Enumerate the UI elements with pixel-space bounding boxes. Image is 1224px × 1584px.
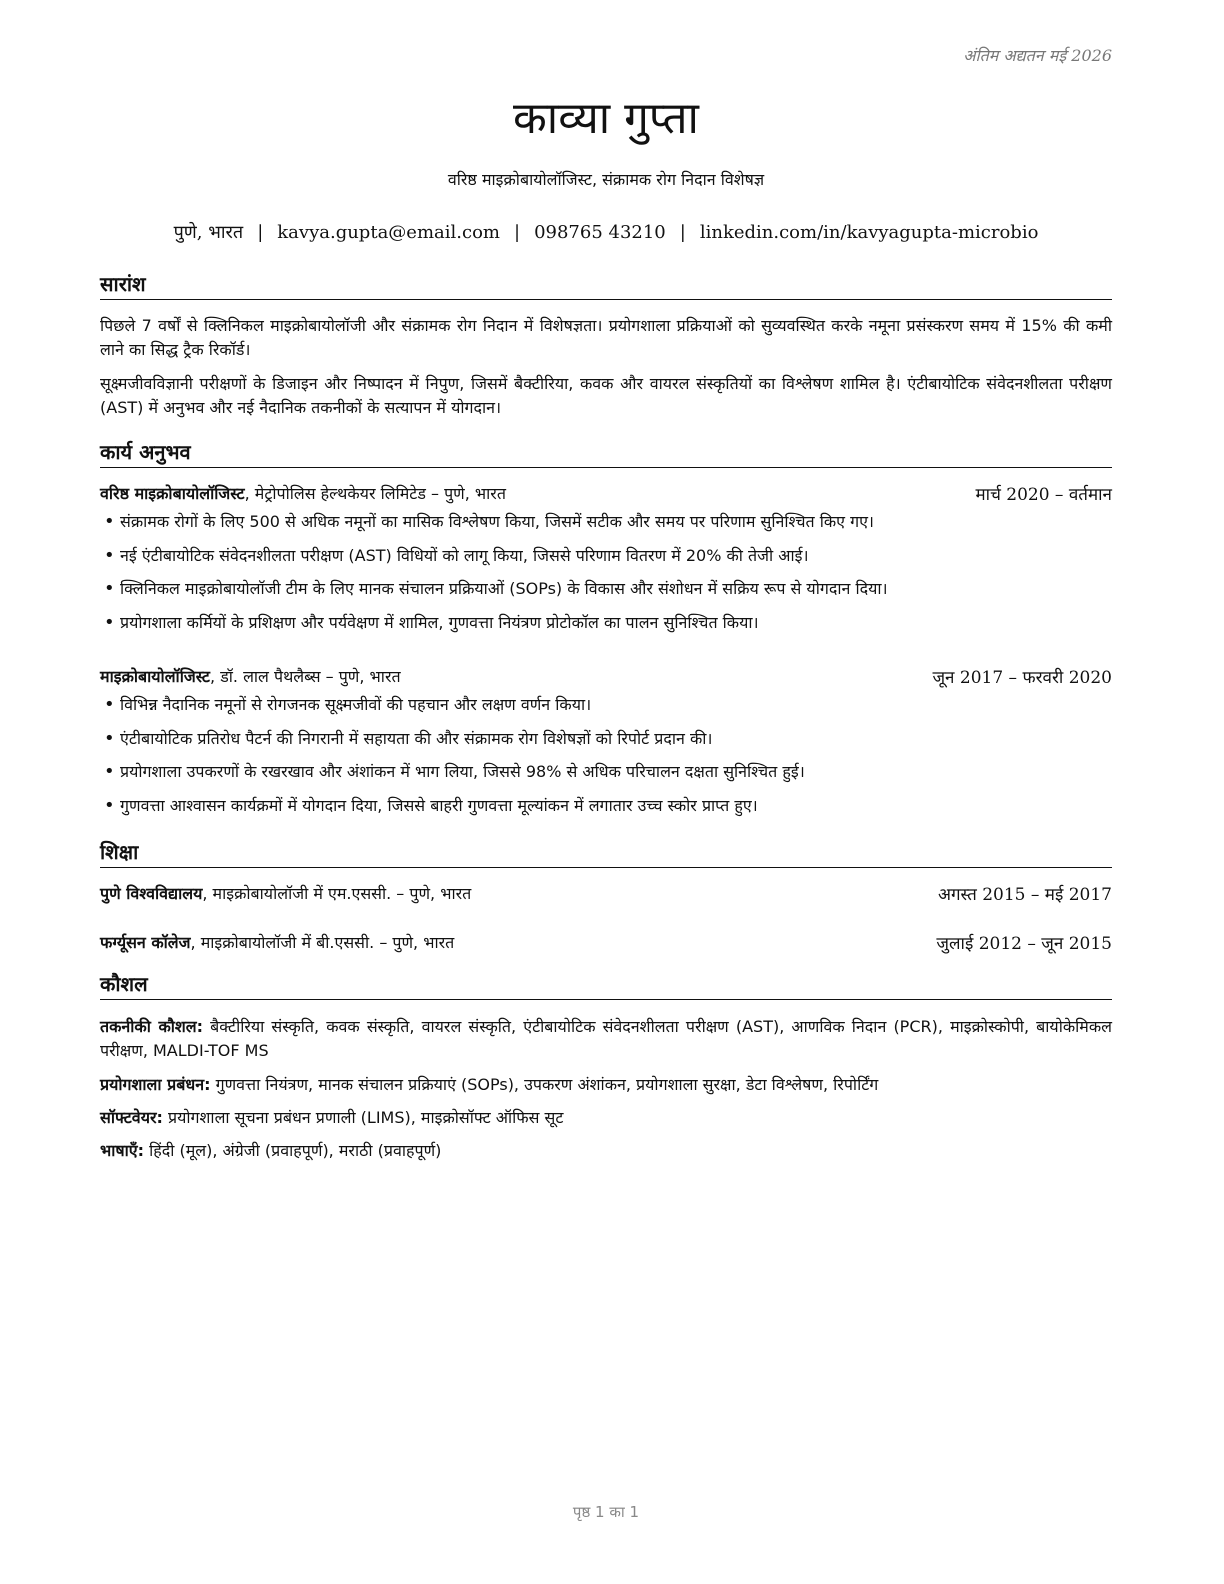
skill-value: प्रयोगशाला सूचना प्रबंधन प्रणाली (LIMS), माइक्रोसॉफ्ट ऑफिस सूट xyxy=(162,1108,564,1127)
contact-linkedin[interactable]: linkedin.com/in/kavyagupta-microbio xyxy=(699,222,1039,243)
page-number: पृष्ठ 1 का 1 xyxy=(572,1503,640,1521)
job-header xyxy=(100,665,1112,688)
skill-row xyxy=(100,1139,1112,1163)
skills-heading: कौशल xyxy=(100,970,1112,1000)
job-header xyxy=(100,482,1112,505)
summary-paragraph: सूक्ष्मजीवविज्ञानी परीक्षणों के डिजाइन और निष्पादन में निपुण, जिसमें बैक्टीरिया, कवक और वायरल संस्कृतियों का विश्लेषण शामिल है। एंटीबायोटिक संवेदनशीलता परीक्षण (AST) में अनुभव और नई नैदानिक तकनीकों के सत्यापन में योगदान। xyxy=(100,374,1112,417)
list-item: • गुणवत्ता आश्वासन कार्यक्रमों में योगदान दिया, जिससे बाहरी गुणवत्ता मूल्यांकन में लगातार उच्च स्कोर प्राप्त हुए। xyxy=(100,794,1112,828)
skill-label: भाषाएँ: xyxy=(100,1141,145,1160)
school-name: फर्ग्यूसन कॉलेज xyxy=(100,933,191,952)
list-item: • एंटीबायोटिक प्रतिरोध पैटर्न की निगरानी में सहायता की और संक्रामक रोग विशेषज्ञों को रिपोर्ट प्रदान की। xyxy=(100,727,1112,761)
education-item xyxy=(100,882,1112,905)
skill-label: प्रयोगशाला प्रबंधन: xyxy=(100,1075,211,1094)
skill-row xyxy=(100,1015,1112,1063)
skill-row xyxy=(100,1073,1112,1097)
job-bullets xyxy=(100,693,1112,827)
degree-detail: , माइक्रोबायोलॉजी में एम.एससी. – पुणे, भारत xyxy=(202,884,472,903)
list-item: • प्रयोगशाला कर्मियों के प्रशिक्षण और पर्यवेक्षण में शामिल, गुणवत्ता नियंत्रण प्रोटोकॉल का पालन सुनिश्चित किया। xyxy=(100,611,1112,645)
job-role: माइक्रोबायोलॉजिस्ट xyxy=(100,667,211,686)
contact-separator: | xyxy=(513,222,521,243)
summary-heading: सारांश xyxy=(100,270,1112,300)
last-updated: अंतिम अद्यतन मई 2026 xyxy=(963,46,1112,65)
contact-location: पुणे, भारत xyxy=(173,222,244,243)
list-item: • क्लिनिकल माइक्रोबायोलॉजी टीम के लिए मानक संचालन प्रक्रियाओं (SOPs) के विकास और संशोधन में सक्रिय रूप से योगदान दिया। xyxy=(100,577,1112,611)
skill-row xyxy=(100,1106,1112,1130)
school-name: पुणे विश्वविद्यालय xyxy=(100,884,203,903)
resume-page xyxy=(100,0,1112,1584)
experience-heading: कार्य अनुभव xyxy=(100,438,1112,468)
list-item: • नई एंटीबायोटिक संवेदनशीलता परीक्षण (AST) विधियों को लागू किया, जिससे परिणाम वितरण में 20% की तेजी आई। xyxy=(100,544,1112,578)
education-dates: अगस्त 2015 – मई 2017 xyxy=(937,885,1112,905)
contact-separator: | xyxy=(679,222,686,243)
job-org: , डॉ. लाल पैथलैब्स – पुणे, भारत xyxy=(210,667,401,686)
skill-label: तकनीकी कौशल: xyxy=(100,1017,204,1036)
contact-email[interactable]: kavya.gupta@email.com xyxy=(277,222,500,243)
summary-paragraph: पिछले 7 वर्षों से क्लिनिकल माइक्रोबायोलॉजी और संक्रामक रोग निदान में विशेषज्ञता। प्रयोगशाला प्रक्रियाओं को सुव्यवस्थित करके नमूना प्रसंस्करण समय में 15% की कमी लाने का सिद्ध ट्रैक रिकॉर्ड। xyxy=(100,316,1112,359)
skill-value: हिंदी (मूल), अंग्रेजी (प्रवाहपूर्ण), मराठी (प्रवाहपूर्ण) xyxy=(144,1141,442,1160)
list-item: • संक्रामक रोगों के लिए 500 से अधिक नमूनों का मासिक विश्लेषण किया, जिसमें सटीक और समय पर परिणाम सुनिश्चित किए गए। xyxy=(100,510,1112,544)
skill-value: गुणवत्ता नियंत्रण, मानक संचालन प्रक्रियाएं (SOPs), उपकरण अंशांकन, प्रयोगशाला सुरक्षा, डेटा विश्लेषण, रिपोर्टिंग xyxy=(210,1075,879,1094)
skill-value: बैक्टीरिया संस्कृति, कवक संस्कृति, वायरल संस्कृति, एंटीबायोटिक संवेदनशीलता परीक्षण (AST), आणविक निदान (PCR), माइक्रोस्कोपी, बायोकेमिकल परीक्षण, MALDI-TOF MS xyxy=(100,1017,1112,1060)
candidate-name: काव्या गुप्ता xyxy=(513,93,699,144)
list-item: • प्रयोगशाला उपकरणों के रखरखाव और अंशांकन में भाग लिया, जिससे 98% से अधिक परिचालन दक्षता सुनिश्चित हुई। xyxy=(100,760,1112,794)
job-bullets xyxy=(100,510,1112,644)
list-item: • विभिन्न नैदानिक नमूनों से रोगजनक सूक्ष्मजीवों की पहचान और लक्षण वर्णन किया। xyxy=(100,693,1112,727)
job-dates: मार्च 2020 – वर्तमान xyxy=(975,485,1112,505)
education-heading: शिक्षा xyxy=(100,838,1112,868)
job-org: , मेट्रोपोलिस हेल्थकेयर लिमिटेड – पुणे, भारत xyxy=(244,484,506,503)
job-dates: जून 2017 – फरवरी 2020 xyxy=(932,668,1112,688)
contact-phone[interactable]: 098765 43210 xyxy=(534,222,666,243)
education-dates: जुलाई 2012 – जून 2015 xyxy=(936,934,1112,954)
skill-label: सॉफ्टवेयर: xyxy=(100,1108,163,1127)
candidate-subtitle: वरिष्ठ माइक्रोबायोलॉजिस्ट, संक्रामक रोग निदान विशेषज्ञ xyxy=(447,170,765,189)
education-item xyxy=(100,931,1112,954)
job-role: वरिष्ठ माइक्रोबायोलॉजिस्ट xyxy=(100,484,245,503)
contact-separator: | xyxy=(257,222,264,243)
contact-line xyxy=(100,220,1112,244)
degree-detail: , माइक्रोबायोलॉजी में बी.एससी. – पुणे, भारत xyxy=(190,933,455,952)
